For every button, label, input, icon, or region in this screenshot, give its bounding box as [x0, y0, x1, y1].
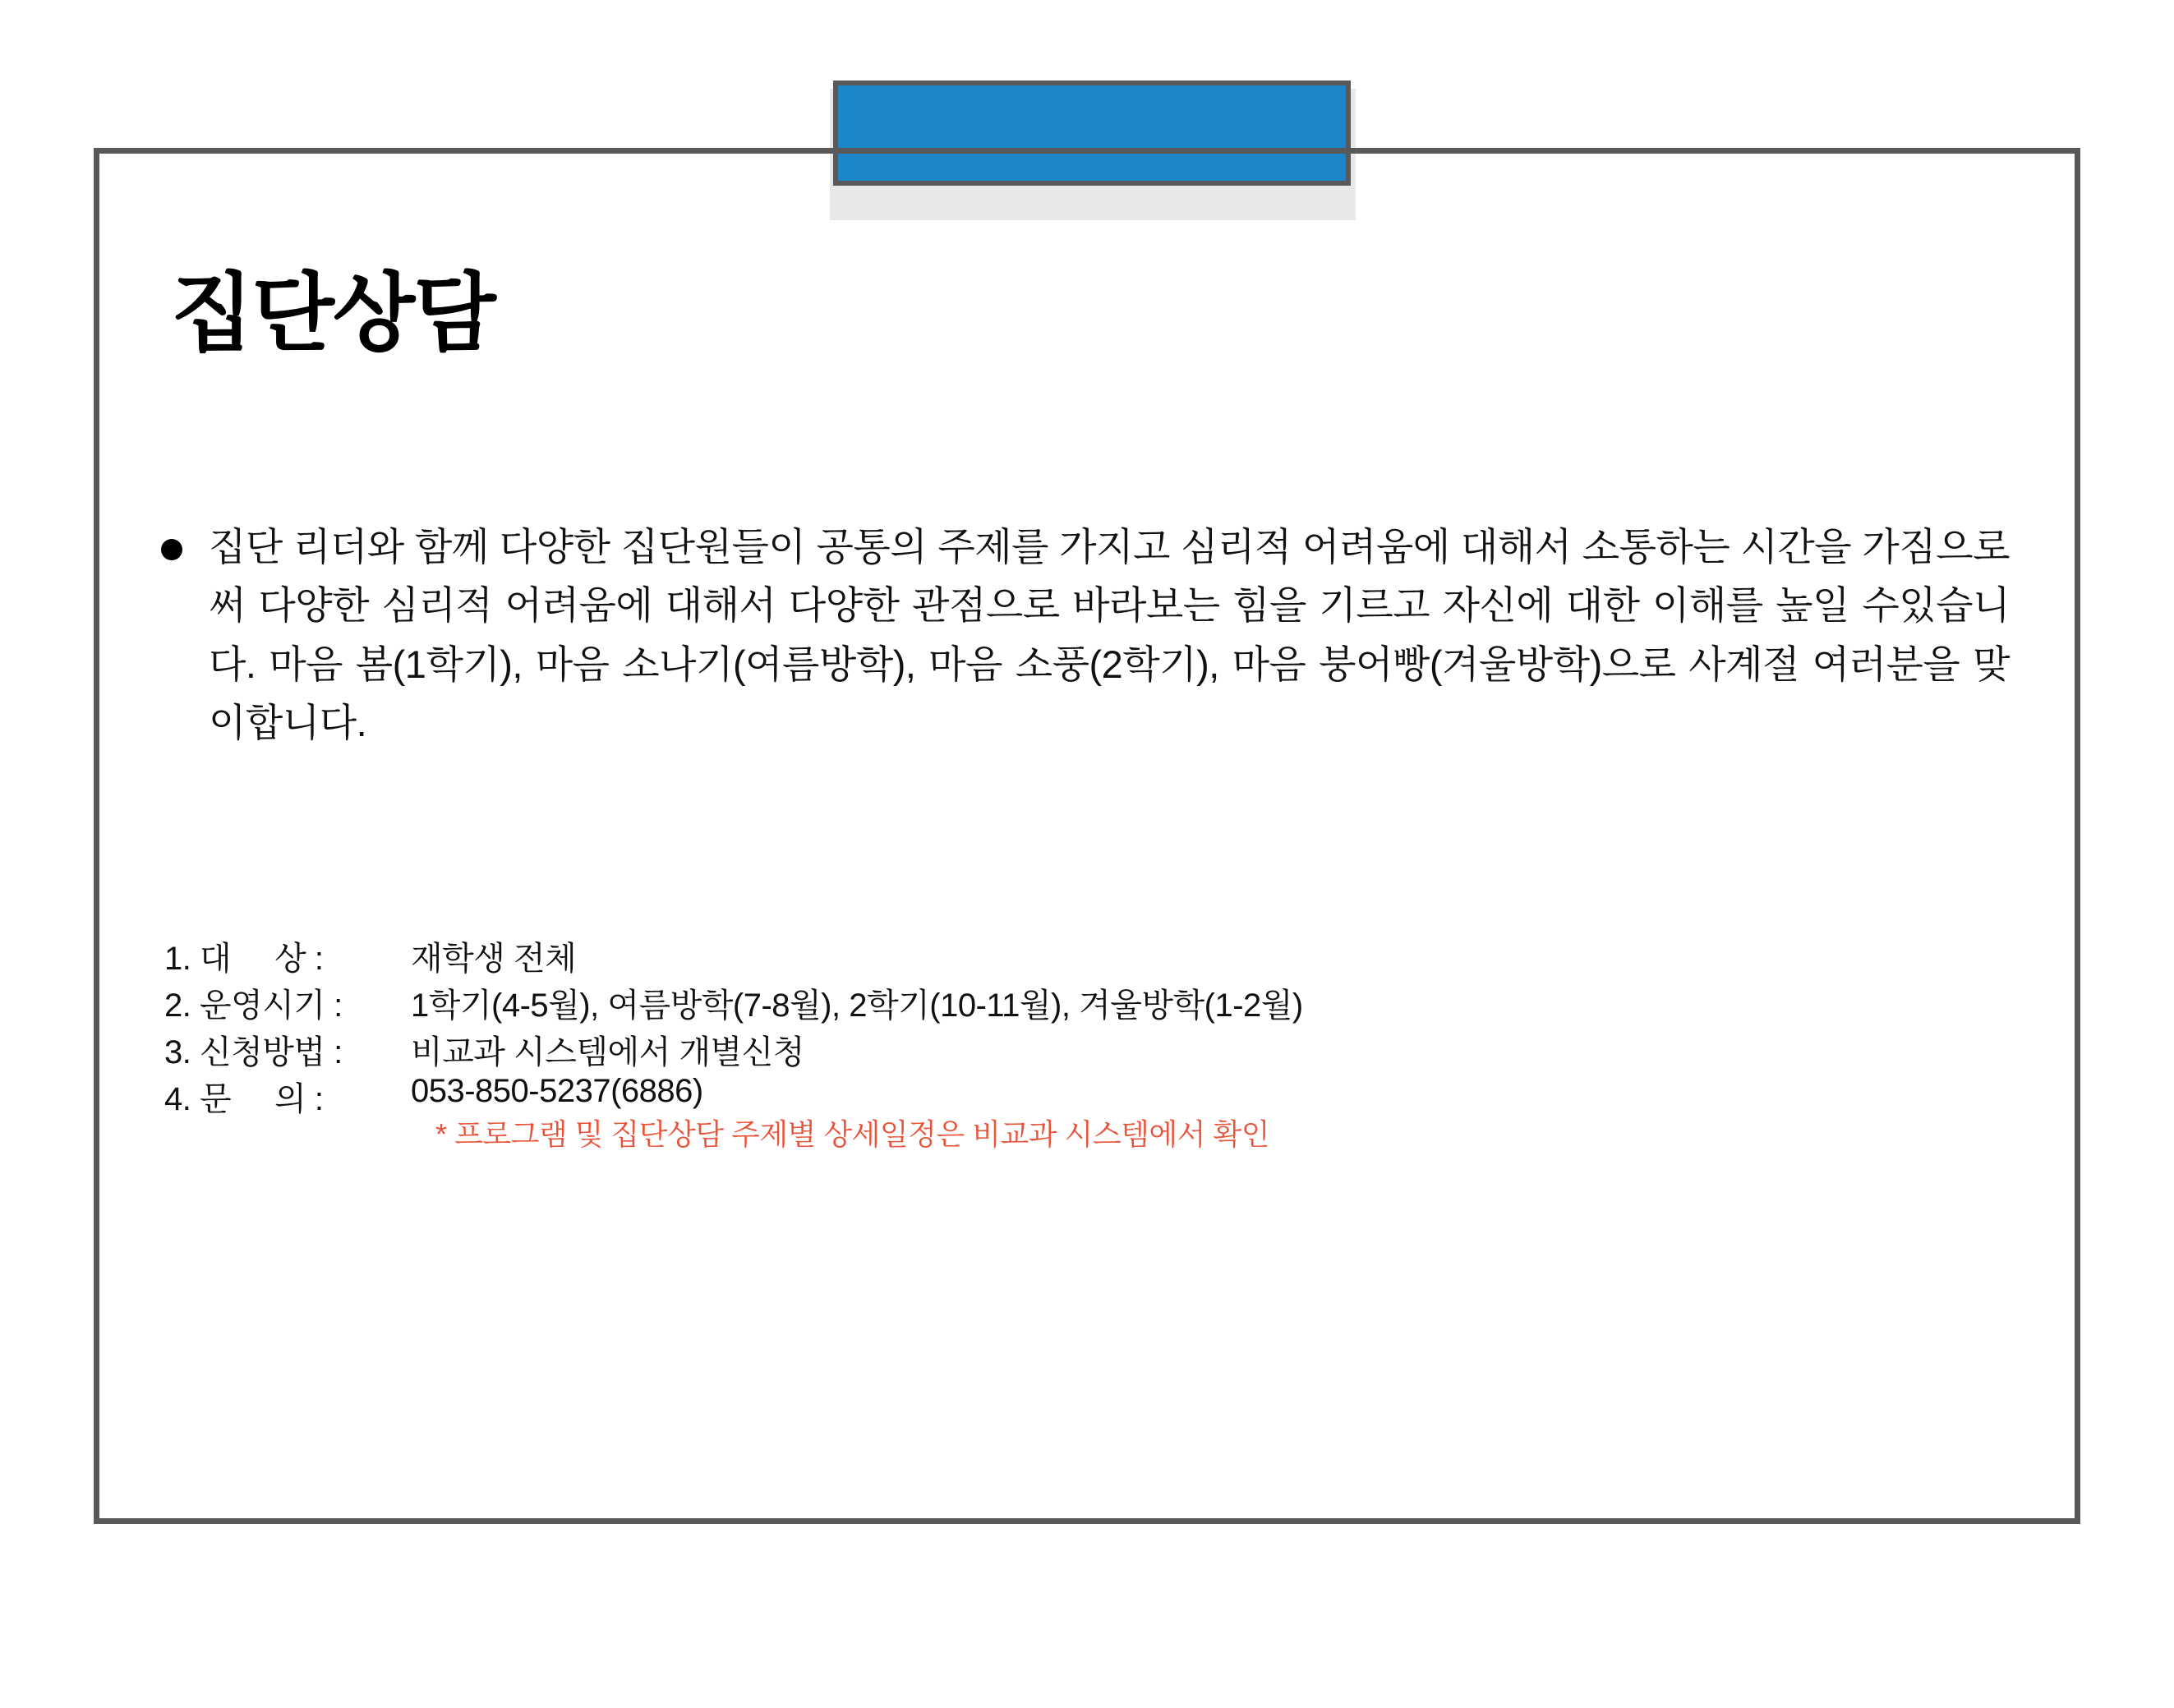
- info-value: 재학생 전체: [411, 941, 577, 977]
- page-title: 집단상담: [171, 266, 495, 361]
- info-label: 2. 운영시기 :: [164, 988, 343, 1024]
- description-text: 집단 리더와 함께 다양한 집단원들이 공통의 주제를 가지고 심리적 어려움에 대해서 소통하는 시간을 가짐으로써 다양한 심리적 어려움에 대해서 다양한 관점으로 바라보는 힘을 기르고 자신에 대한 이해를 높일 수있습니다. 마음 봄(1학기), 마음 소나기(여름방학), 마음 소풍(2학기), 마음 붕어빵(겨울방학)으로 사계절 여러분을 맞이합니다.: [209, 525, 2010, 745]
- schedule-note: * 프로그램 및 집단상담 주제별 상세일정은 비교과 시스템에서 확인: [435, 1117, 1269, 1151]
- info-list: [164, 932, 1972, 1120]
- info-label: 4. 문 의 :: [164, 1081, 324, 1117]
- list-item: [164, 1026, 1972, 1073]
- info-value: 비교과 시스템에서 개별신청: [411, 1034, 804, 1070]
- list-item: [164, 932, 1972, 979]
- bullet-dot-icon: [161, 539, 182, 560]
- description-block: [161, 518, 2010, 753]
- list-item: [164, 979, 1972, 1026]
- info-label: 3. 신청방법 :: [164, 1034, 343, 1070]
- info-value: 053-850-5237(6886): [411, 1073, 703, 1109]
- info-value: 1학기(4-5월), 여름방학(7-8월), 2학기(10-11월), 겨울방학(1-2월): [411, 988, 1303, 1024]
- info-label: 1. 대 상 :: [164, 941, 324, 977]
